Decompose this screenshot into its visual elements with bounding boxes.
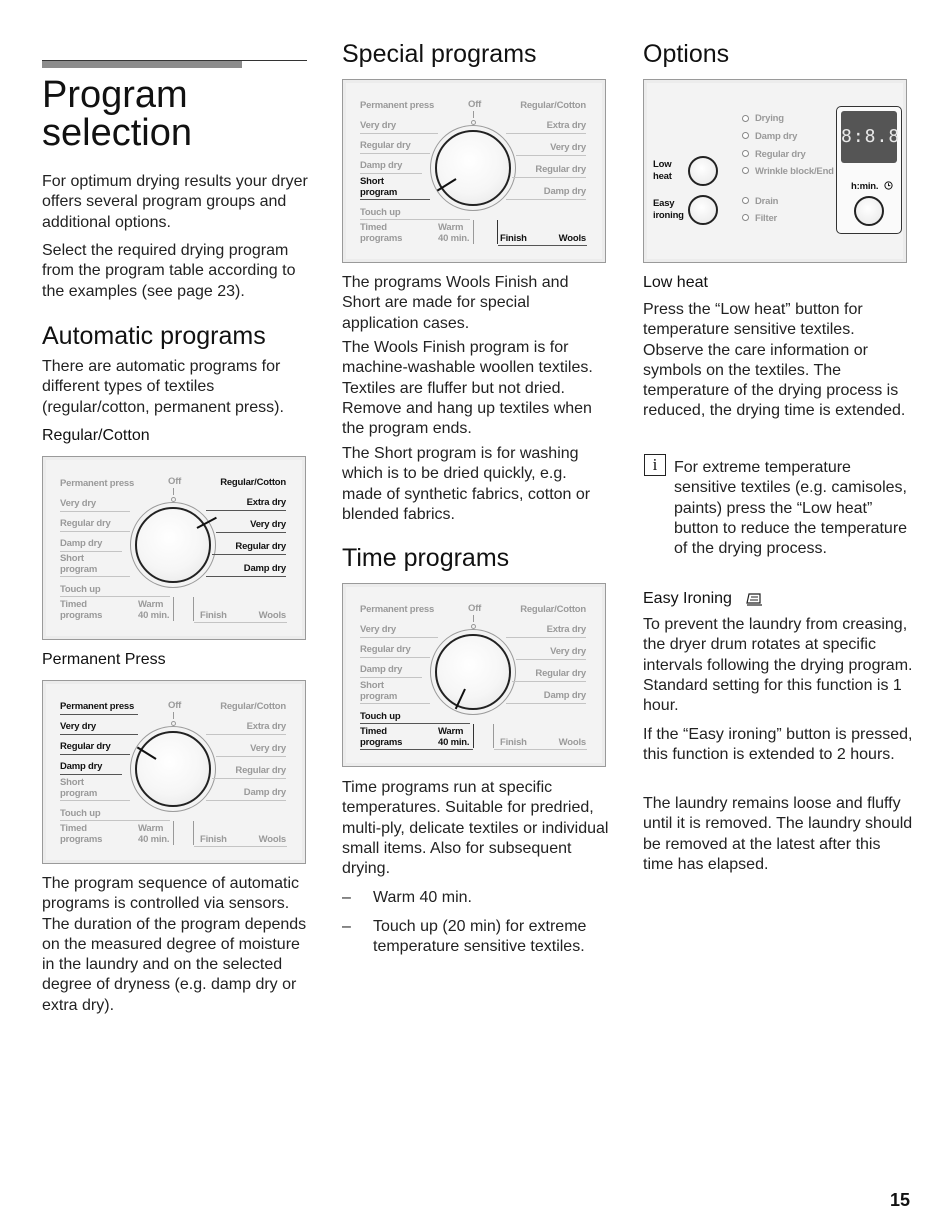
bullet-dash-1: – [342,889,351,906]
easy-ironing-heading: Easy Ironing [643,590,732,607]
dial-label-timed: Timed [60,599,87,610]
dial-label-touch-up: Touch up [360,207,401,218]
dial-label-programs: programs [360,233,403,244]
dial-panel-special [342,79,606,263]
dial-label-short: Short [60,553,84,564]
dial-label-short: Short [60,777,84,788]
dial-label-damp-dry-right: Damp dry [243,563,286,574]
bullet-dash-2: – [342,918,351,935]
dial-label-programs: programs [60,610,103,621]
low-heat-heading: Low heat [643,274,708,291]
dial-label-warm: Warm [438,726,464,737]
led-filter [742,214,749,221]
led-drain [742,197,749,204]
dial-label-damp-dry-right: Damp dry [543,186,586,197]
special-paragraph-1: The programs Wools Finish and Short are made for special application cases. [342,274,569,332]
dial-label-very-dry-right: Very dry [550,142,586,153]
dial-label-very-dry: Very dry [60,721,96,732]
dial-label-program: program [360,187,398,198]
dial-label-regular-cotton: Regular/Cotton [220,701,286,712]
dial-label-extra-dry: Extra dry [546,624,586,635]
dial-label-permanent-press: Permanent press [60,701,135,712]
special-programs-heading: Special programs [342,40,537,68]
dial-label-regular-cotton: Regular/Cotton [520,604,586,615]
dial-label-touch-up: Touch up [60,808,101,819]
led-label-regular-dry: Regular dry [755,149,806,160]
led-label-wrinkle-block: Wrinkle block/End [755,166,834,177]
dial-panel-regular-cotton [42,456,306,640]
dial-label-extra-dry: Extra dry [246,721,286,732]
dial-label-very-dry: Very dry [360,120,396,131]
time-paragraph: Time programs run at specific temperatures. Suitable for predried, multi-ply, delicate textiles or individual small items. Also for subsequent drying. [342,779,609,878]
dial-label-regular-dry: Regular dry [60,741,111,752]
dial-label-very-dry: Very dry [60,498,96,509]
dial-label-damp-dry-right: Damp dry [243,787,286,798]
regular-cotton-heading: Regular/Cotton [42,427,150,444]
dial-label-40min: 40 min. [438,737,470,748]
dial-label-warm: Warm [138,599,164,610]
dial-label-very-dry-right: Very dry [550,646,586,657]
bullet-touch-up: Touch up (20 min) for extreme temperature sensitive textiles. [373,918,587,956]
dial-label-permanent-press: Permanent press [360,100,435,111]
dial-label-wools: Wools [558,737,586,748]
dial-label-damp-dry: Damp dry [60,761,103,772]
low-heat-label-2: heat [653,171,672,182]
dial-label-program: program [360,691,398,702]
program-dial-knob[interactable] [135,731,211,807]
dial-panel-time [342,583,606,767]
led-wrinkle-block [742,167,749,174]
program-dial-knob[interactable] [435,130,511,206]
low-heat-button[interactable] [688,156,718,186]
dial-label-finish: Finish [200,610,227,621]
program-dial-knob[interactable] [135,507,211,583]
dial-label-damp-dry: Damp dry [360,160,403,171]
dial-label-off: Off [168,700,182,711]
low-heat-paragraph: Press the “Low heat” button for temperature sensitive textiles. Observe the care information or symbols on the textiles. The temperature of the drying process is reduced, the drying time is extended. [643,301,906,420]
dial-panel-permanent-press [42,680,306,864]
easy-ironing-paragraph-2: If the “Easy ironing” button is pressed, this function is extended to 2 hours. [643,726,913,764]
page-number: 15 [889,1190,910,1210]
led-label-filter: Filter [755,213,778,224]
time-display: 8:8.8 [841,126,901,147]
dial-label-40min: 40 min. [138,834,170,845]
automatic-paragraph: There are automatic programs for different types of textiles (regular/cotton, permanent press). [42,358,284,416]
dial-label-regular-dry-right: Regular dry [535,668,586,679]
intro-paragraph-1: For optimum drying results your dryer offers several program groups and additional options. [42,173,308,231]
permanent-press-heading: Permanent Press [42,651,166,668]
dial-label-regular-cotton: Regular/Cotton [220,477,286,488]
easy-ironing-label-1: Easy [653,198,675,209]
led-drying [742,115,749,122]
led-label-damp-dry: Damp dry [755,131,798,142]
page-title: Program selection [42,74,192,154]
dial-label-finish: Finish [500,233,527,244]
dial-label-touch-up: Touch up [60,584,101,595]
special-paragraph-2: The Wools Finish program is for machine-washable woollen textiles. Textiles are fluffer but not dried. Remove and hang up textiles when the program ends. [342,339,593,438]
dial-label-damp-dry: Damp dry [360,664,403,675]
automatic-programs-heading: Automatic programs [42,322,266,350]
iron-icon [746,592,763,606]
dial-label-timed: Timed [360,222,387,233]
hmin-label: h:min. [851,181,879,192]
easy-ironing-paragraph-1: To prevent the laundry from creasing, the dryer drum rotates at specific intervals following the drying program. Standard setting for this function is 1 hour. [643,616,913,715]
dial-label-regular-dry-right: Regular dry [535,164,586,175]
dial-label-very-dry-right: Very dry [250,743,286,754]
dial-label-damp-dry-right: Damp dry [543,690,586,701]
special-paragraph-3: The Short program is for washing which is to be dried quickly, e.g. made of synthetic fabrics, cotton or blended fabrics. [342,445,591,523]
dial-label-warm: Warm [138,823,164,834]
led-regular-dry [742,150,749,157]
dial-label-very-dry-right: Very dry [250,519,286,530]
intro-paragraph-2: Select the required drying program from the program table according to the examples (see page 23). [42,242,296,300]
led-label-drying: Drying [755,113,784,124]
dial-label-short: Short [360,176,384,187]
dial-label-off: Off [468,99,482,110]
dial-label-40min: 40 min. [438,233,470,244]
sequence-paragraph: The program sequence of automatic programs is controlled via sensors. The duration of the program depends on the measured degree of moisture in the laundry and on the selected degree of dryness (e.g. damp dry or extra dry). [42,875,307,1014]
dial-label-timed: Timed [360,726,387,737]
dial-label-regular-dry: Regular dry [360,140,411,151]
clock-icon [884,181,893,190]
dial-label-regular-dry-right: Regular dry [235,541,286,552]
dial-label-finish: Finish [500,737,527,748]
dial-label-timed: Timed [60,823,87,834]
dial-label-permanent-press: Permanent press [60,478,135,489]
dial-label-extra-dry: Extra dry [246,497,286,508]
easy-ironing-label-2: ironing [653,210,684,221]
options-heading: Options [643,40,730,68]
dial-label-regular-dry: Regular dry [60,518,111,529]
bullet-warm-40: Warm 40 min. [373,889,472,906]
dial-label-damp-dry: Damp dry [60,538,103,549]
program-dial-knob[interactable] [435,634,511,710]
options-panel [643,79,907,263]
low-heat-label-1: Low [653,159,672,170]
dial-label-wools: Wools [258,610,286,621]
info-icon: i [644,454,666,476]
dial-label-40min: 40 min. [138,610,170,621]
dial-label-touch-up: Touch up [360,711,401,722]
dial-label-permanent-press: Permanent press [360,604,435,615]
dial-label-regular-dry: Regular dry [360,644,411,655]
dial-label-off: Off [468,603,482,614]
easy-ironing-button[interactable] [688,195,718,225]
dial-label-programs: programs [60,834,103,845]
dial-label-finish: Finish [200,834,227,845]
led-damp-dry [742,132,749,139]
dial-label-warm: Warm [438,222,464,233]
dial-label-off: Off [168,476,182,487]
start-time-button[interactable] [854,196,884,226]
dial-label-very-dry: Very dry [360,624,396,635]
dial-label-program: program [60,564,98,575]
dial-label-regular-cotton: Regular/Cotton [520,100,586,111]
dial-label-wools: Wools [558,233,586,244]
header-rule-thick [42,61,242,68]
dial-label-short: Short [360,680,384,691]
time-programs-heading: Time programs [342,544,510,572]
dial-label-regular-dry-right: Regular dry [235,765,286,776]
easy-ironing-paragraph-3: The laundry remains loose and fluffy until it is removed. The laundry should be removed at the latest after this time has elapsed. [643,795,913,873]
dial-label-programs: programs [360,737,403,748]
info-paragraph: For extreme temperature sensitive textiles (e.g. camisoles, paints) press the “Low heat” button to reduce the temperature of the drying process. [674,459,908,558]
dial-label-wools: Wools [258,834,286,845]
dial-label-program: program [60,788,98,799]
dial-label-extra-dry: Extra dry [546,120,586,131]
led-label-drain: Drain [755,196,779,207]
